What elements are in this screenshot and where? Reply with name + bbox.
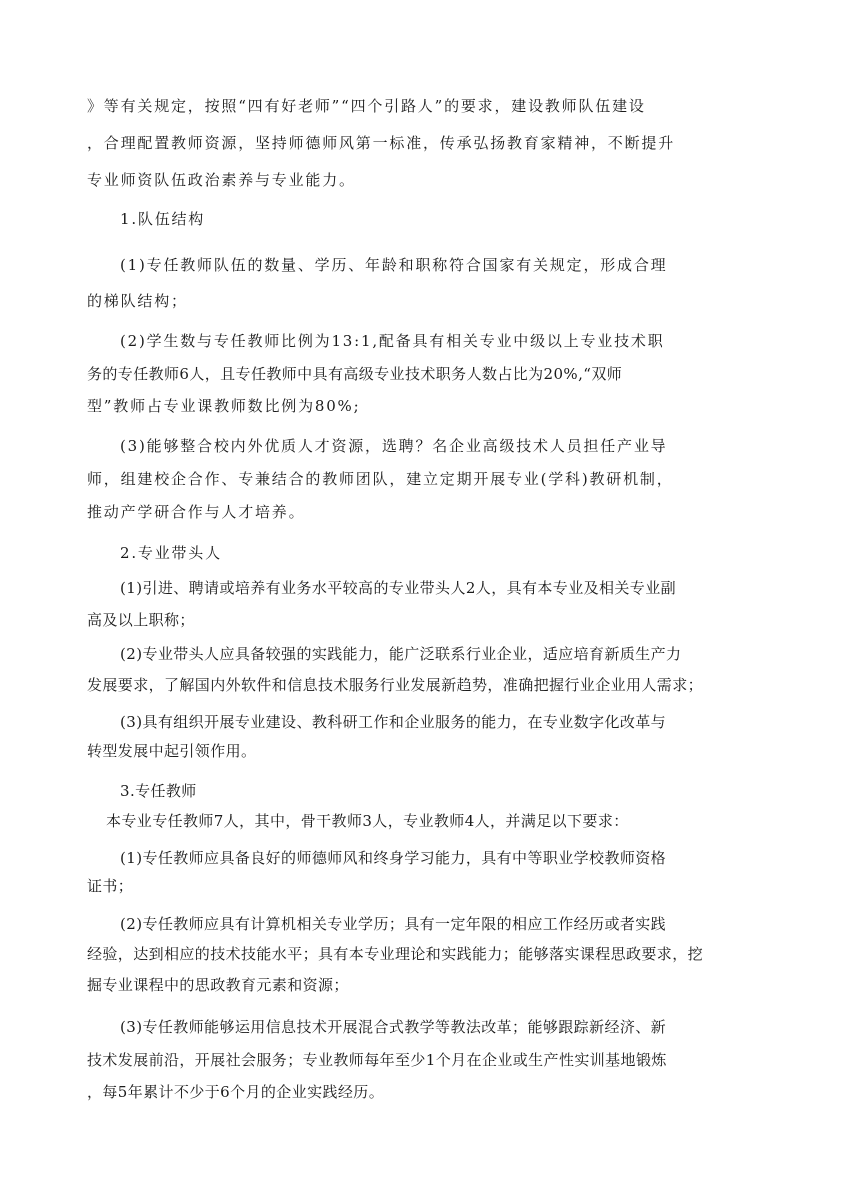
- s1-item3-line-3: 推动产学研合作与人才培养。: [87, 503, 306, 521]
- s3-item3-line-2: 技术发展前沿，开展社会服务；专业教师每年至少1个月在企业或生产性实训基地锻炼: [87, 1051, 667, 1069]
- s1-item3-line-2: 师，组建校企合作、专兼结合的教师团队，建立定期开展专业(学科)教研机制，: [87, 470, 674, 488]
- section-heading-full-time-teachers: 3.专任教师: [120, 782, 197, 800]
- s3-item3-line-3: ，每5年累计不少于6个月的企业实践经历。: [87, 1083, 385, 1101]
- s3-item1-line-1: (1)专任教师应具备良好的师德师风和终身学习能力，具有中等职业学校教师资格: [120, 849, 667, 867]
- s3-intro: 本专业专任教师7人，其中，骨干教师3人，专业教师4人，并满足以下要求：: [106, 812, 629, 830]
- s1-item1-line-1: (1)专任教师队伍的数量、学历、年龄和职称符合国家有关规定，形成合理: [120, 256, 668, 274]
- s2-item1-line-2: 高及以上职称；: [87, 611, 195, 629]
- s2-item2-line-2: 发展要求，了解国内外软件和信息技术服务行业发展新趋势，准确把握行业企业用人需求；: [87, 676, 704, 694]
- section-heading-program-leader: 2.专业带头人: [120, 544, 222, 562]
- s3-item3-line-1: (3)专任教师能够运用信息技术开展混合式教学等教法改革；能够跟踪新经济、新: [120, 1018, 667, 1036]
- intro-line-1: 》等有关规定，按照“四有好老师”“四个引路人”的要求，建设教师队伍建设: [87, 97, 646, 115]
- s3-item2-line-2: 经验，达到相应的技术技能水平；具有本专业理论和实践能力；能够落实课程思政要求，挖: [87, 945, 704, 963]
- s1-item3-line-1: (3)能够整合校内外优质人才资源，选聘？名企业高级技术人员担任产业导: [120, 437, 668, 455]
- s2-item1-line-1: (1)引进、聘请或培养有业务水平较高的专业带头人2人，具有本专业及相关专业副: [120, 579, 676, 597]
- s3-item2-line-3: 掘专业课程中的思政教育元素和资源；: [87, 976, 349, 994]
- s3-item1-line-2: 证书；: [87, 877, 134, 895]
- s1-item2-line-2: 务的专任教师6人，且专任教师中具有高级专业技术职务人数占比为20%,“双师: [87, 365, 623, 383]
- intro-line-2: ，合理配置教师资源，坚持师德师风第一标准，传承弘扬教育家精神，不断提升: [87, 134, 676, 152]
- intro-line-3: 专业师资队伍政治素养与专业能力。: [87, 171, 356, 189]
- s1-item2-line-1: (2)学生数与专任教师比例为13:1,配备具有相关专业中级以上专业技术职: [120, 332, 665, 350]
- s1-item1-line-2: 的梯队结构；: [87, 292, 188, 310]
- s2-item3-line-2: 转型发展中起引领作用。: [87, 742, 257, 760]
- s2-item3-line-1: (3)具有组织开展专业建设、教科研工作和企业服务的能力，在专业数字化改革与: [120, 713, 667, 731]
- s3-item2-line-1: (2)专任教师应具有计算机相关专业学历；具有一定年限的相应工作经历或者实践: [120, 915, 667, 933]
- s1-item2-line-3: 型”教师占专业课教师数比例为80%;: [87, 397, 361, 415]
- section-heading-team-structure: 1.队伍结构: [120, 210, 206, 228]
- s2-item2-line-1: (2)专业带头人应具备较强的实践能力，能广泛联系行业企业，适应培育新质生产力: [120, 645, 682, 663]
